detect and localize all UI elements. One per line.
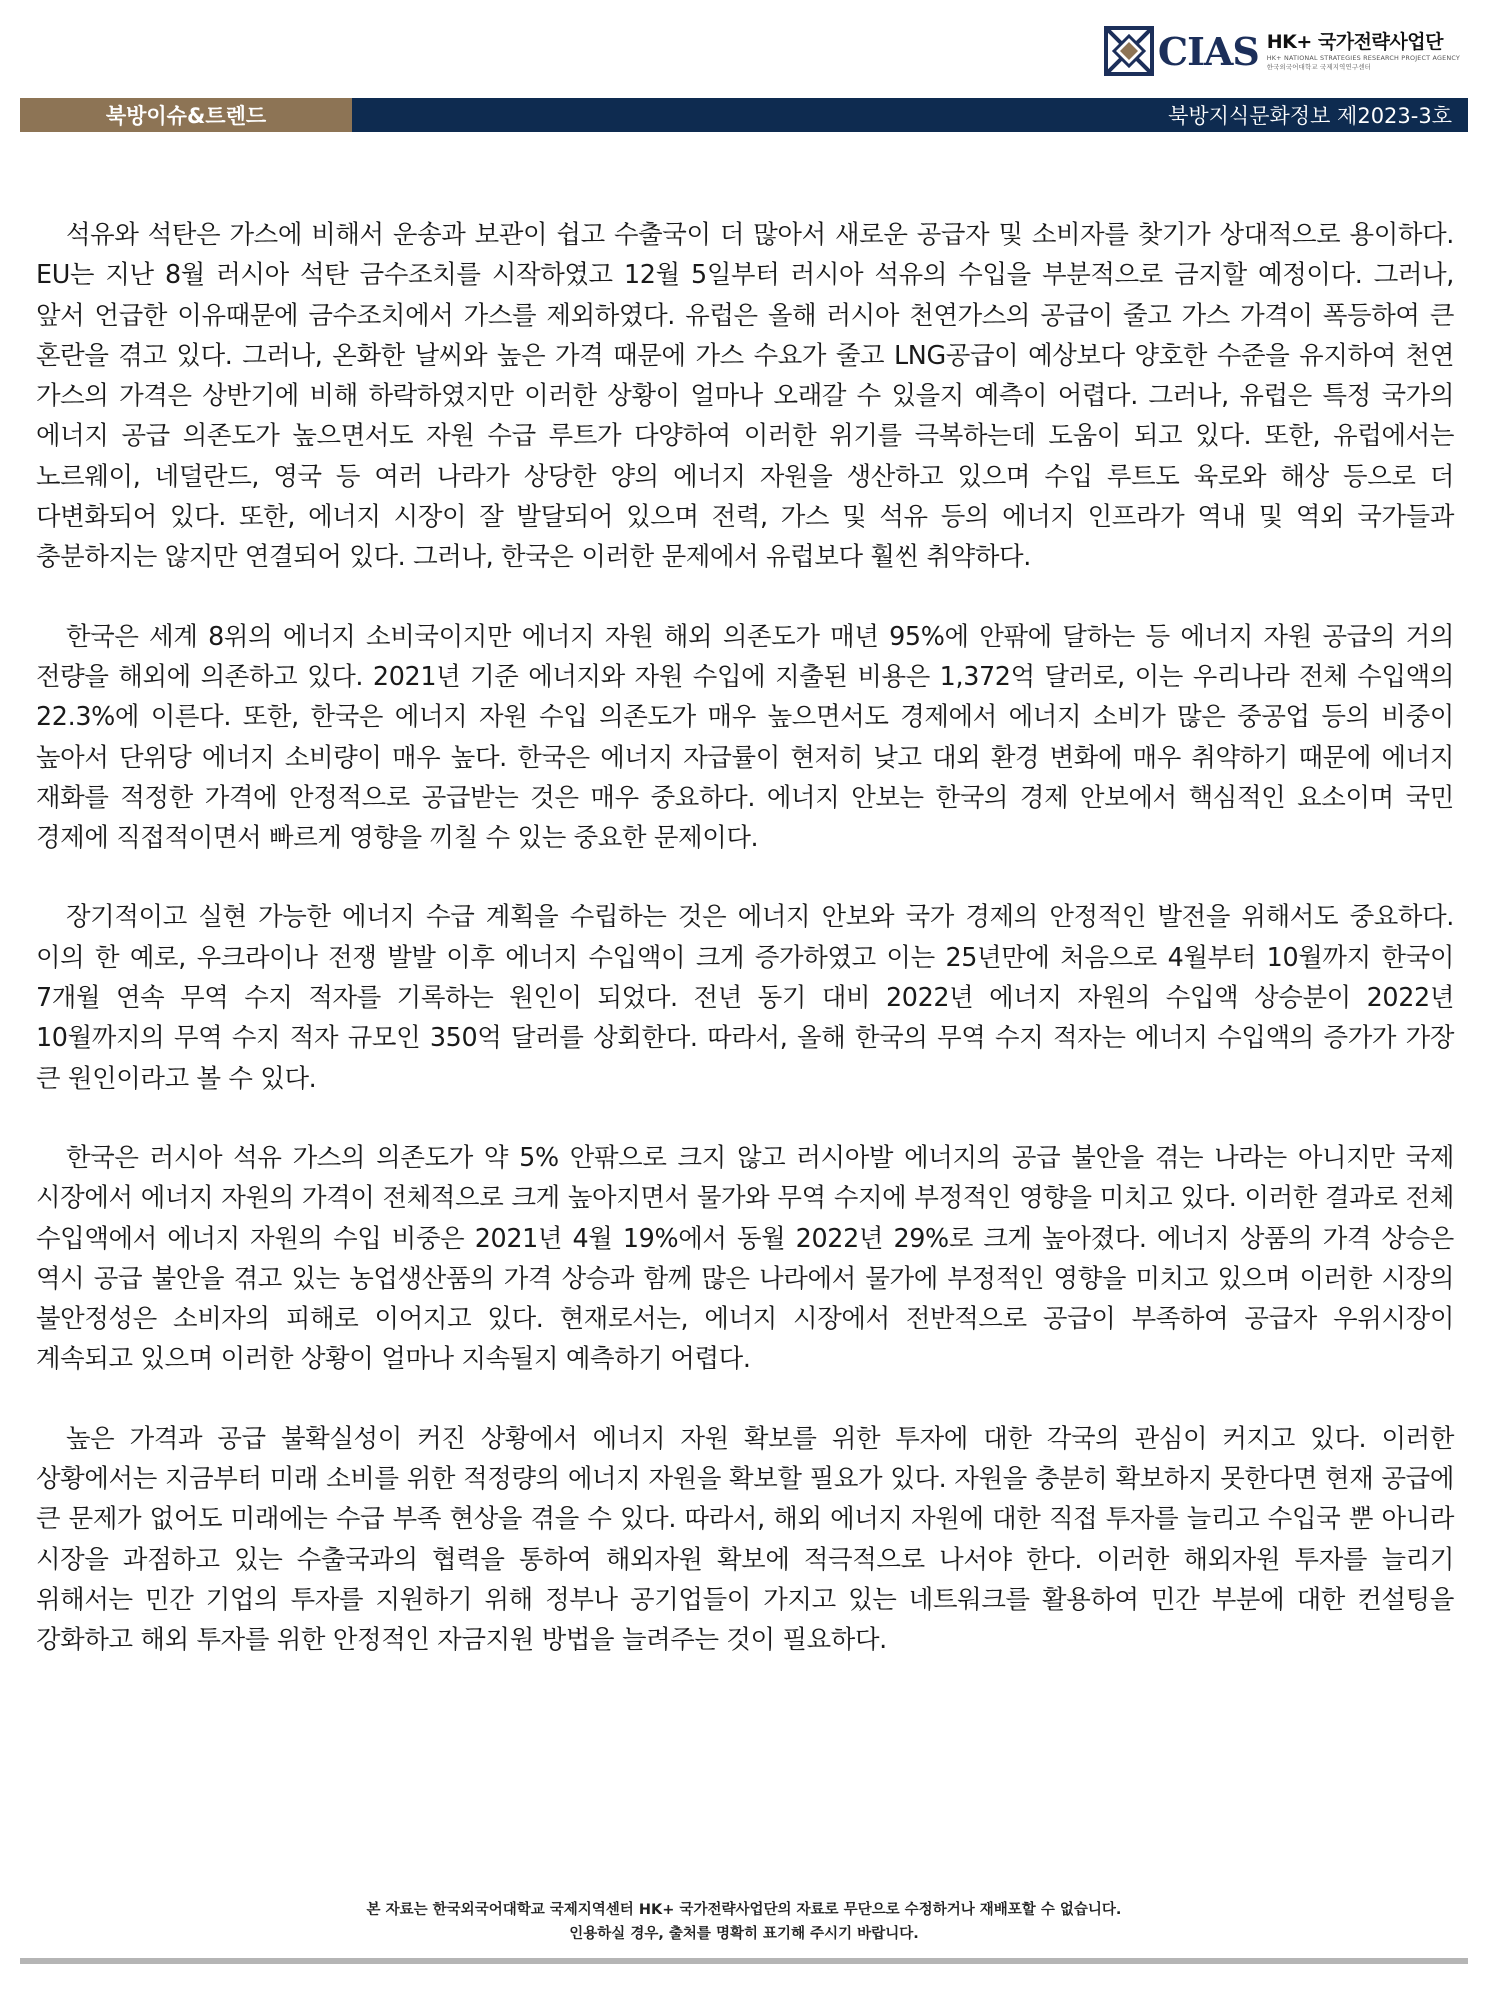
org-subtitle-ko: 한국외국어대학교 국제지역연구센터 — [1266, 63, 1371, 71]
paragraph-1: 석유와 석탄은 가스에 비해서 운송과 보관이 쉽고 수출국이 더 많아서 새로운 공급자 및 소비자를 찾기가 상대적으로 용이하다. EU는 지난 8월 러시아 석탄 금수조치를 시작하였고 12월 5일부터 러시아 석유의 수입을 부분적으로 금지할 예정이다. 그러나, 앞서 언급한 이유때문에 금수조치에서 가스를 제외하였다. 유럽은 올해 러시아 천연가스의 공급이 줄고 가스 가격이 폭등하여 큰 혼란을 겪고 있다. 그러나, 온화한 날씨와 높은 가격 때문에 가스 수요가 줄고 LNG공급이 예상보다 양호한 수준을 유지하여 천연 가스의 가격은 상반기에 비해 하락하였지만 이러한 상황이 얼마나 오래갈 수 있을지 예측이 어렵다. 그러나, 유럽은 특정 국가의 에너지 공급 의존도가 높으면서도 자원 수급 루트가 다양하여 이러한 위기를 극복하는데 도움이 되고 있다. 또한, 유럽에서는 노르웨이, 네덜란드, 영국 등 여러 나라가 상당한 양의 에너지 자원을 생산하고 있으며 수입 루트도 육로와 해상 등으로 더 다변화되어 있다. 또한, 에너지 시장이 잘 발달되어 있으며 전력, 가스 및 석유 등의 에너지 인프라가 역내 및 역외 국가들과 충분하지는 않지만 연결되어 있다. 그러나, 한국은 이러한 문제에서 유럽보다 훨씬 취약하다. — [36, 219, 1454, 572]
footer-notice — [0, 1898, 1488, 1946]
footer-line-1: 본 자료는 한국외국어대학교 국제지역센터 HK+ 국가전략사업단의 자료로 무단으로 수정하거나 재배포할 수 없습니다. — [366, 1902, 1122, 1918]
paragraph-2: 한국은 세계 8위의 에너지 소비국이지만 에너지 자원 해외 의존도가 매년 95%에 안팎에 달하는 등 에너지 자원 공급의 거의 전량을 해외에 의존하고 있다. 2021년 기준 에너지와 자원 수입에 지출된 비용은 1,372억 달러로, 이는 우리나라 전체 수입액의 22.3%에 이른다. 또한, 한국은 에너지 자원 수입 의존도가 매우 높으면서도 경제에서 에너지 소비가 많은 중공업 등의 비중이 높아서 단위당 에너지 소비량이 매우 높다. 한국은 에너지 자급률이 현저히 낮고 대외 환경 변화에 매우 취약하기 때문에 에너지 재화를 적정한 가격에 안정적으로 공급받는 것은 매우 중요하다. 에너지 안보는 한국의 경제 안보에서 핵심적인 요소이며 국민 경제에 직접적이면서 빠르게 영향을 끼칠 수 있는 중요한 문제이다. — [36, 620, 1455, 853]
header-banner — [20, 98, 1468, 132]
paragraph-4: 한국은 러시아 석유 가스의 의존도가 약 5% 안팎으로 크지 않고 러시아발 에너지의 공급 불안을 겪는 나라는 아니지만 국제 시장에서 에너지 자원의 가격이 전체적으로 크게 높아지면서 물가와 무역 수지에 부정적인 영향을 미치고 있다. 이러한 결과로 전체 수입액에서 에너지 자원의 수입 비중은 2021년 4월 19%에서 동월 2022년 29%로 크게 높아졌다. 에너지 상품의 가격 상승은 역시 공급 불안을 겪고 있는 농업생산품의 가격 상승과 함께 많은 나라에서 물가에 부정적인 영향을 미치고 있으며 이러한 시장의 불안정성은 소비자의 피해로 이어지고 있다. 현재로서는, 에너지 시장에서 전반적으로 공급이 부족하여 공급자 우위시장이 계속되고 있으며 이러한 상황이 얼마나 지속될지 예측하기 어렵다. — [36, 1141, 1454, 1374]
cias-emblem-icon — [1104, 26, 1154, 76]
publication-label: 북방지식문화정보 제2023-3호 — [352, 98, 1468, 132]
article-body — [36, 214, 1454, 1699]
cias-logo — [1104, 24, 1460, 78]
org-subtitle-en: HK+ NATIONAL STRATEGIES RESEARCH PROJECT AGENCY — [1266, 54, 1460, 62]
logo-wordmark: CIAS — [1157, 28, 1259, 74]
footer-divider — [20, 1958, 1468, 1964]
category-label: 북방이슈&트렌드 — [20, 98, 352, 132]
footer-line-2: 인용하실 경우, 출처를 명확히 표기해 주시기 바랍니다. — [569, 1926, 919, 1942]
paragraph-3: 장기적이고 실현 가능한 에너지 수급 계획을 수립하는 것은 에너지 안보와 국가 경제의 안정적인 발전을 위해서도 중요하다. 이의 한 예로, 우크라이나 전쟁 발발 이후 에너지 수입액이 크게 증가하였고 이는 25년만에 처음으로 4월부터 10월까지 한국이 7개월 연속 무역 수지 적자를 기록하는 원인이 되었다. 전년 동기 대비 2022년 에너지 자원의 수입액 상승분이 2022년 10월까지의 무역 수지 적자 규모인 350억 달러를 상회한다. 따라서, 올해 한국의 무역 수지 적자는 에너지 수입액의 증가가 가장 큰 원인이라고 볼 수 있다. — [36, 901, 1454, 1093]
paragraph-5: 높은 가격과 공급 불확실성이 커진 상황에서 에너지 자원 확보를 위한 투자에 대한 각국의 관심이 커지고 있다. 이러한 상황에서는 지금부터 미래 소비를 위한 적정량의 에너지 자원을 확보할 필요가 있다. 자원을 충분히 확보하지 못한다면 현재 공급에 큰 문제가 없어도 미래에는 수급 부족 현상을 겪을 수 있다. 따라서, 해외 에너지 자원에 대한 직접 투자를 늘리고 수입국 뿐 아니라 시장을 과점하고 있는 수출국과의 협력을 통하여 해외자원 확보에 적극적으로 나서야 한다. 이러한 해외자원 투자를 늘리기 위해서는 민간 기업의 투자를 지원하기 위해 정부나 공기업들이 가지고 있는 네트워크를 활용하여 민간 부분에 대한 컨설팅을 강화하고 해외 투자를 위한 안정적인 자금지원 방법을 늘려주는 것이 필요하다. — [36, 1422, 1455, 1655]
logo-org-block — [1267, 30, 1460, 72]
org-title: HK+ 국가전략사업단 — [1266, 31, 1443, 53]
